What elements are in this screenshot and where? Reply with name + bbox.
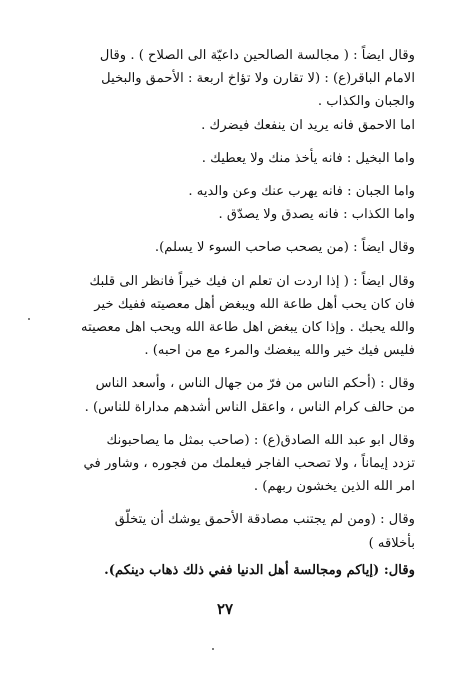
paragraph-3	[55, 180, 415, 226]
text-line: بأخلاقه )	[368, 535, 415, 551]
paragraph-1	[55, 44, 415, 137]
text-line: وقال ايضاً : ( إذا اردت ان تعلم ان فيك خيراً فانظر الى قلبك	[89, 273, 415, 289]
text-line: امر الله الذين يخشون ربهم) .	[253, 479, 415, 495]
text-line: فليس فيك خير والله يبغضك والمرء مع من احبه) .	[144, 343, 415, 359]
text-line: وقال ايضاً : (من يصحب صاحب السوء لا يسلم).	[154, 240, 415, 256]
text-line: اما الاحمق فانه يريد ان ينفعك فيضرك .	[201, 117, 415, 133]
text-line: تزدد إيماناً ، ولا تصحب الفاجر فيعلمك من فجوره ، وشاور في	[83, 456, 415, 472]
text-line: والجبان والكذاب .	[317, 94, 415, 110]
text-line: واما البخيل : فانه يأخذ منك ولا يعطيك .	[201, 150, 415, 166]
text-line: وقال ابو عبد الله الصادق(ع) : (صاحب بمثل ما يصاحبونك	[106, 432, 415, 448]
paragraph-6	[55, 372, 415, 418]
paragraph-8	[55, 508, 415, 554]
text-line: وقال : (ومن لم يجتنب مصادقة الأحمق يوشك أن يتخلّق	[114, 512, 415, 528]
page-body-text	[55, 44, 415, 586]
scan-speck	[28, 318, 30, 320]
text-line: فان كان يحب أهل طاعة الله ويبغض أهل معصيته ففيك خير	[94, 296, 415, 312]
paragraph-7	[55, 429, 415, 499]
scan-speck	[212, 648, 214, 650]
text-line: واما الكذاب : فانه يصدق ولا يصدّق .	[218, 207, 415, 223]
paragraph-2	[55, 147, 415, 170]
paragraph-5	[55, 270, 415, 363]
text-line: وقال ايضاً : ( مجالسة الصالحين داعيّة الى الصلاح ) . وقال	[99, 48, 415, 63]
paragraph-4	[55, 236, 415, 259]
page-number: ٢٧	[216, 600, 234, 618]
text-line-bold: وقال: (إياكم ومجالسة أهل الدنيا ففي ذلك ذهاب دينكم).	[104, 562, 415, 578]
text-line: واما الجبان : فانه يهرب عنك وعن والديه .	[188, 184, 415, 200]
text-line: الامام الباقر(ع) : (لا تقارن ولا تؤاخ اربعة : الأحمق والبخيل	[101, 71, 415, 87]
text-line: من حالف كرام الناس ، واعقل الناس أشدهم مداراة للناس) .	[84, 399, 415, 415]
text-line: والله يحبك . وإذا كان يبغض اهل طاعة الله ويحب اهل معصيته	[81, 320, 415, 336]
final-paragraph	[55, 559, 415, 582]
text-line: وقال : (أحكم الناس من فرّ من جهال الناس ، وأسعد الناس	[95, 376, 415, 392]
